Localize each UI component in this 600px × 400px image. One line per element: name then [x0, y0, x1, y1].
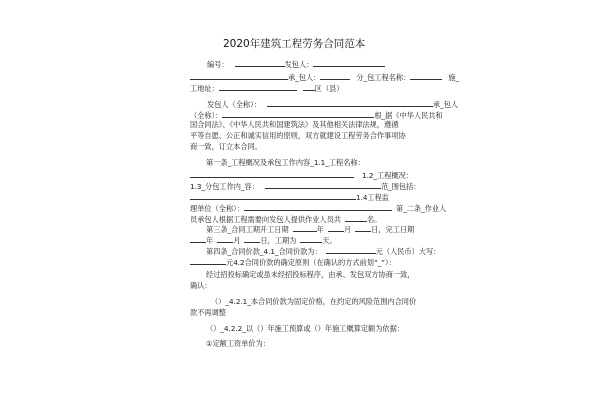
contract-number-label: 编号：: [207, 60, 229, 69]
end-month-blank: [217, 234, 233, 243]
paragraph-line: 款不再调整: [190, 308, 226, 317]
employer-fullname-label: 发包人（全称）：: [207, 100, 261, 109]
price-principle-line: [190, 256, 396, 268]
start-year-blank: [293, 223, 317, 232]
contract-number-line: [207, 58, 385, 70]
article-1-heading: 第一条_工程概况及承包工作内容_1.1_工程名称：: [206, 158, 365, 167]
contract-number-blank: [235, 58, 285, 67]
employer-label: 发包人：: [284, 60, 314, 69]
employer-fullname-blank: [267, 98, 433, 107]
paragraph-line: 经过招投标确定或虽未经招投标程序，由承、发包双方协商一致，: [206, 270, 415, 279]
workers-text: 员承包人根据工程需要向发包人提供作业人员共: [190, 215, 341, 224]
contractor-fullname-blank: [222, 109, 374, 118]
contractor-label-2: 承_包人: [432, 100, 459, 109]
days-label: 天。: [322, 236, 337, 245]
month-label: 月: [343, 225, 352, 234]
supervisor-blank: [244, 202, 392, 211]
clause-4-2-1-line: （）_4.2.1_本合同价款为固定价格，在约定的风险范围内合同价: [211, 297, 417, 306]
site-address-label: 工地址：: [190, 84, 219, 93]
district-blank: [303, 82, 315, 91]
project-name-blank-2: [190, 169, 354, 178]
duration-label: 日，工期为: [260, 236, 297, 245]
article-4-heading: 第四条_合同价款_4.1_合同价款为：: [206, 247, 322, 256]
wage-rate-line: ①定额工资单价为：: [206, 339, 270, 348]
legal-basis-text: 根_据《中华人民共和: [374, 111, 443, 120]
supervision-label: 1.4工程监: [356, 193, 389, 202]
supervisor-label: 理单位（全称）：: [190, 204, 244, 213]
work-content-label: 1.3_分包工作内_容：: [190, 182, 259, 191]
duration-blank: [300, 234, 322, 243]
paragraph-line: 国合同法》、《中华人民共和国建筑法》及其他相关法律法规，遵循: [190, 120, 399, 129]
site-address-line: [190, 82, 344, 94]
completion-date-label: 日，完工日期: [371, 225, 415, 234]
contractor-label: 承_包人：: [288, 73, 321, 82]
start-month-blank: [328, 223, 344, 232]
project-overview-label: 1.2_工程概况：: [362, 171, 413, 180]
contractor-blank: [190, 71, 288, 80]
month-label-2: 月: [233, 236, 241, 245]
workers-count-blank: [345, 213, 367, 222]
work-content-blank: [265, 180, 381, 189]
scope-label: 范_围包括：: [380, 182, 421, 191]
project-name-blank: [410, 71, 442, 80]
price-blank: [326, 245, 376, 254]
site-address-blank: [219, 82, 297, 91]
employer-blank: [313, 58, 385, 67]
paragraph-line: 确认：: [190, 281, 212, 290]
year-label: 年: [316, 225, 324, 234]
price-words-blank: [190, 256, 226, 265]
start-day-blank: [355, 223, 371, 232]
contractor-fullname-label: （全称）：: [190, 111, 223, 120]
document-title: 2020年建筑工程劳务合同范本: [223, 38, 366, 50]
year-label-2: 年: [206, 236, 214, 245]
scope-blank: [190, 191, 356, 200]
clause-4-2-2-line: （）_4.2.2_以（）年施工预算或（）年施工概算定额为依据：: [206, 324, 404, 333]
end-year-blank: [190, 234, 206, 243]
price-principle-text: 元4.2合同价款的确定原则（在确认的方式前划“_”）：: [226, 258, 396, 267]
price-currency-label: 元（人民币）大写：: [375, 247, 441, 256]
paragraph-line: 平等自愿、公正和诚实信用的原则，双方就建设工程劳务合作事项协: [190, 131, 406, 140]
article-2-heading: 第_二条_作业人: [395, 204, 447, 213]
contractor-name-blank: [320, 71, 350, 80]
workers-unit: 名。: [366, 215, 382, 224]
paragraph-line: 商一致，订立本合同。: [190, 142, 262, 151]
article-3-heading: 第三条_合同工期开工日期: [206, 225, 289, 234]
article-1-line: [206, 158, 365, 168]
district-label: 区（县）: [314, 84, 344, 93]
end-day-blank: [244, 234, 260, 243]
subcontract-project-label: 分_包工程名称：: [356, 73, 411, 82]
construction-label: 施_: [448, 73, 460, 82]
